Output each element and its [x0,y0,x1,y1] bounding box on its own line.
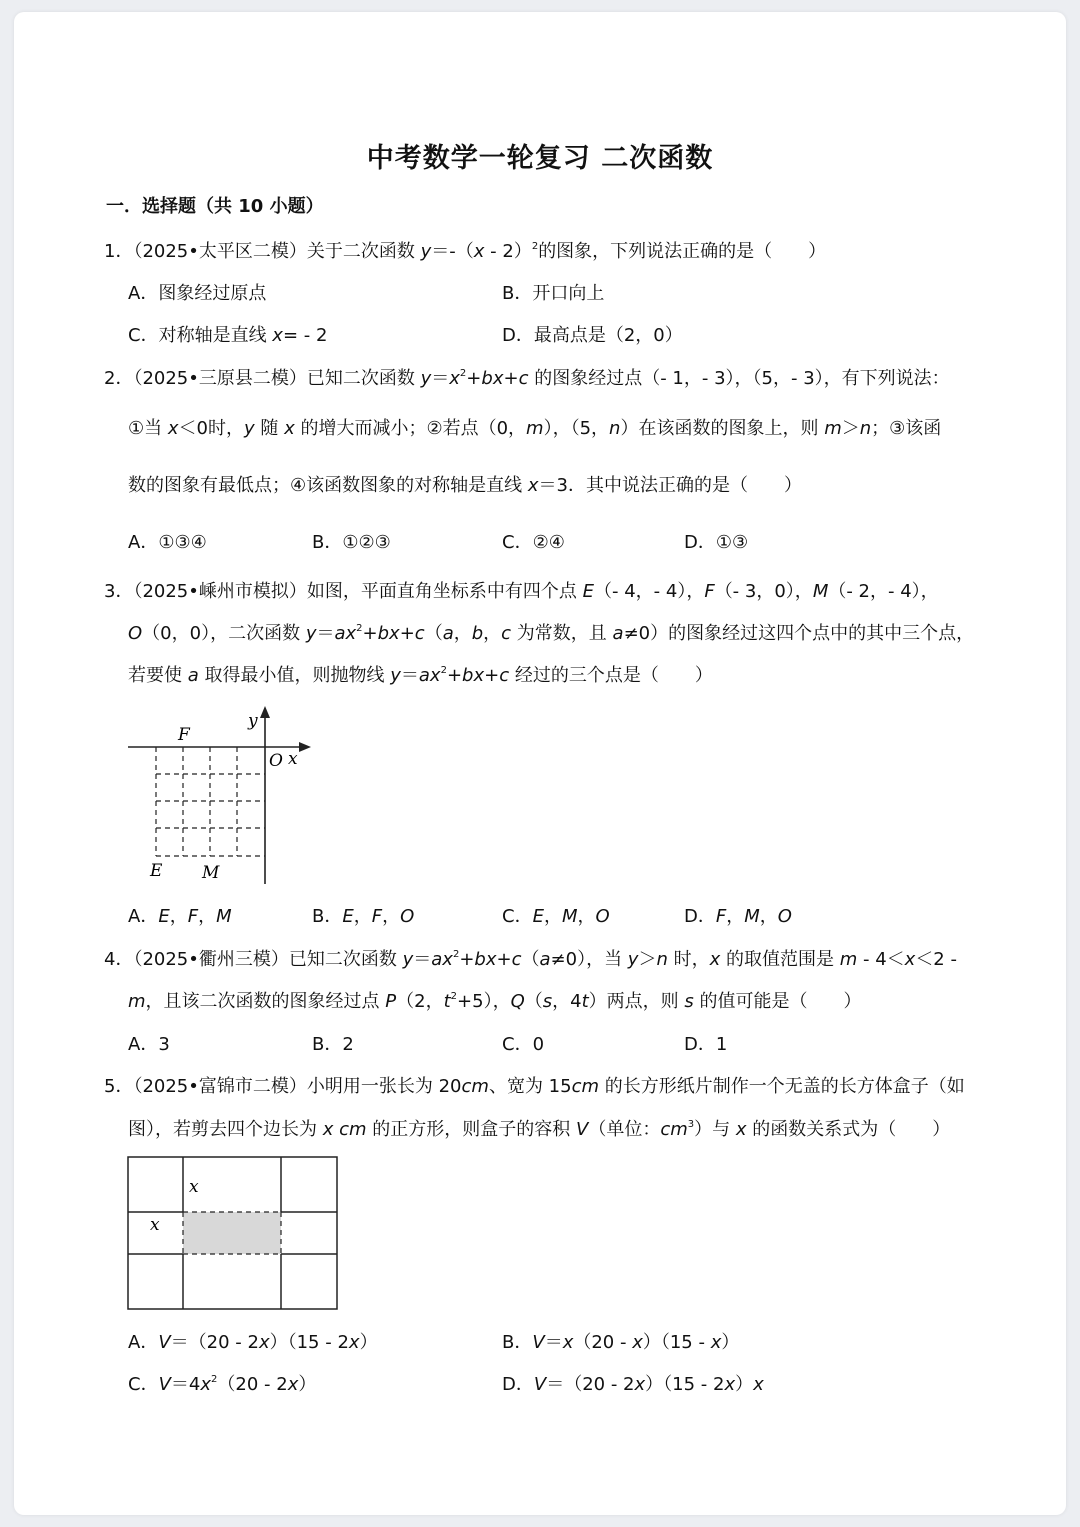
question-3-stem: 3．（2025•嵊州市模拟）如图，平面直角坐标系中有四个点 E（- 4，- 4），F（- 3，0），M（- 2，- 4）， [104,581,939,602]
question-2-stem: 2．（2025•三原县二模）已知二次函数 $y=x^2+bx+c$ 的图象经过点（- 1，- 3），（5，- 3），有下列说法： [104,368,950,389]
label-E: E [150,861,163,881]
question-3-line-3: 若要使 a 取得最小值，则抛物线 $y=ax^2+bx+c$ 经过的三个点是（ ） [128,665,713,686]
question-4-option-d[interactable]: D．1 [684,1034,728,1055]
question-2-option-c[interactable]: C．②④ [502,532,565,553]
question-4-line-2: m，且该二次函数的图象经过点 P（2，$t^2+5$），Q（s，4t）两点，则 s 的值可能是（ ） [128,991,862,1012]
question-4-stem: 4．（2025•衢州三模）已知二次函数 $y=ax^2+bx+c(a\ne 0)$，当 y＞n 时，x 的取值范围是 m - 4＜x＜2 - [104,949,957,970]
question-2-line-3: 数的图象有最低点；④该函数图象的对称轴是直线 x＝3．其中说法正确的是（ ） [128,475,802,496]
box-net-figure [126,1155,342,1313]
coordinate-grid-figure [124,698,324,886]
page-title: 中考数学一轮复习 二次函数 [366,143,714,174]
question-5-option-c[interactable]: C．$V=4x^2(20 - 2x)$ [128,1374,317,1395]
label-x-axis: x [288,749,298,769]
label-M: M [202,863,220,883]
question-3-option-a[interactable]: A．E，F，M [128,906,232,927]
label-O: O [269,751,283,771]
question-1-option-c[interactable]: C．对称轴是直线 x= - 2 [128,325,328,346]
question-1-option-a[interactable]: A．图象经过原点 [128,283,267,304]
question-3-option-c[interactable]: C．E，M，O [502,906,610,927]
label-y-axis: y [248,711,258,731]
question-3-line-2: O（0，0），二次函数 $y=ax^2+bx+c(a$，b，c 为常数，且 a≠0）的图象经过这四个点中的其中三个点， [128,623,975,644]
label-F: F [178,725,190,745]
question-4-option-a[interactable]: A．3 [128,1034,170,1055]
question-2-line-2: ①当 x＜0时，y 随 x 的增大而减小；②若点（0，m），（5，n）在该函数的图象上，则 m＞n；③该函 [128,418,942,439]
section-heading: 一．选择题（共 10 小题） [106,196,324,217]
label-x-left: x [150,1215,160,1235]
question-1-stem: 1．（2025•太平区二模）关于二次函数 y＝-（x - 2）$^2$的图象，下列说法正确的是（ ） [104,241,827,262]
question-5-option-b[interactable]: B．V＝x（20 - x）（15 - x） [502,1332,740,1353]
question-5-stem: 5．（2025•富锦市二模）小明用一张长为 20cm、宽为 15cm 的长方形纸片制作一个无盖的长方体盒子（如 [104,1076,965,1097]
question-4-option-c[interactable]: C．0 [502,1034,545,1055]
question-1-option-b[interactable]: B．开口向上 [502,283,605,304]
question-3-option-d[interactable]: D．F，M，O [684,906,792,927]
question-2-option-b[interactable]: B．①②③ [312,532,391,553]
question-5-option-d[interactable]: D．V＝（20 - 2x）（15 - 2x）x [502,1374,764,1395]
question-2-option-d[interactable]: D．①③ [684,532,749,553]
question-5-option-a[interactable]: A．V＝（20 - 2x）（15 - 2x） [128,1332,378,1353]
question-5-line-2: 图），若剪去四个边长为 x cm 的正方形，则盒子的容积 V（单位：$cm^3$）与 x 的函数关系式为（ ） [128,1119,951,1140]
question-2-option-a[interactable]: A．①③④ [128,532,207,553]
label-x-top: x [189,1177,199,1197]
question-1-option-d[interactable]: D．最高点是（2，0） [502,325,683,346]
question-4-option-b[interactable]: B．2 [312,1034,354,1055]
question-3-option-b[interactable]: B．E，F，O [312,906,415,927]
document-page [14,12,1066,1515]
